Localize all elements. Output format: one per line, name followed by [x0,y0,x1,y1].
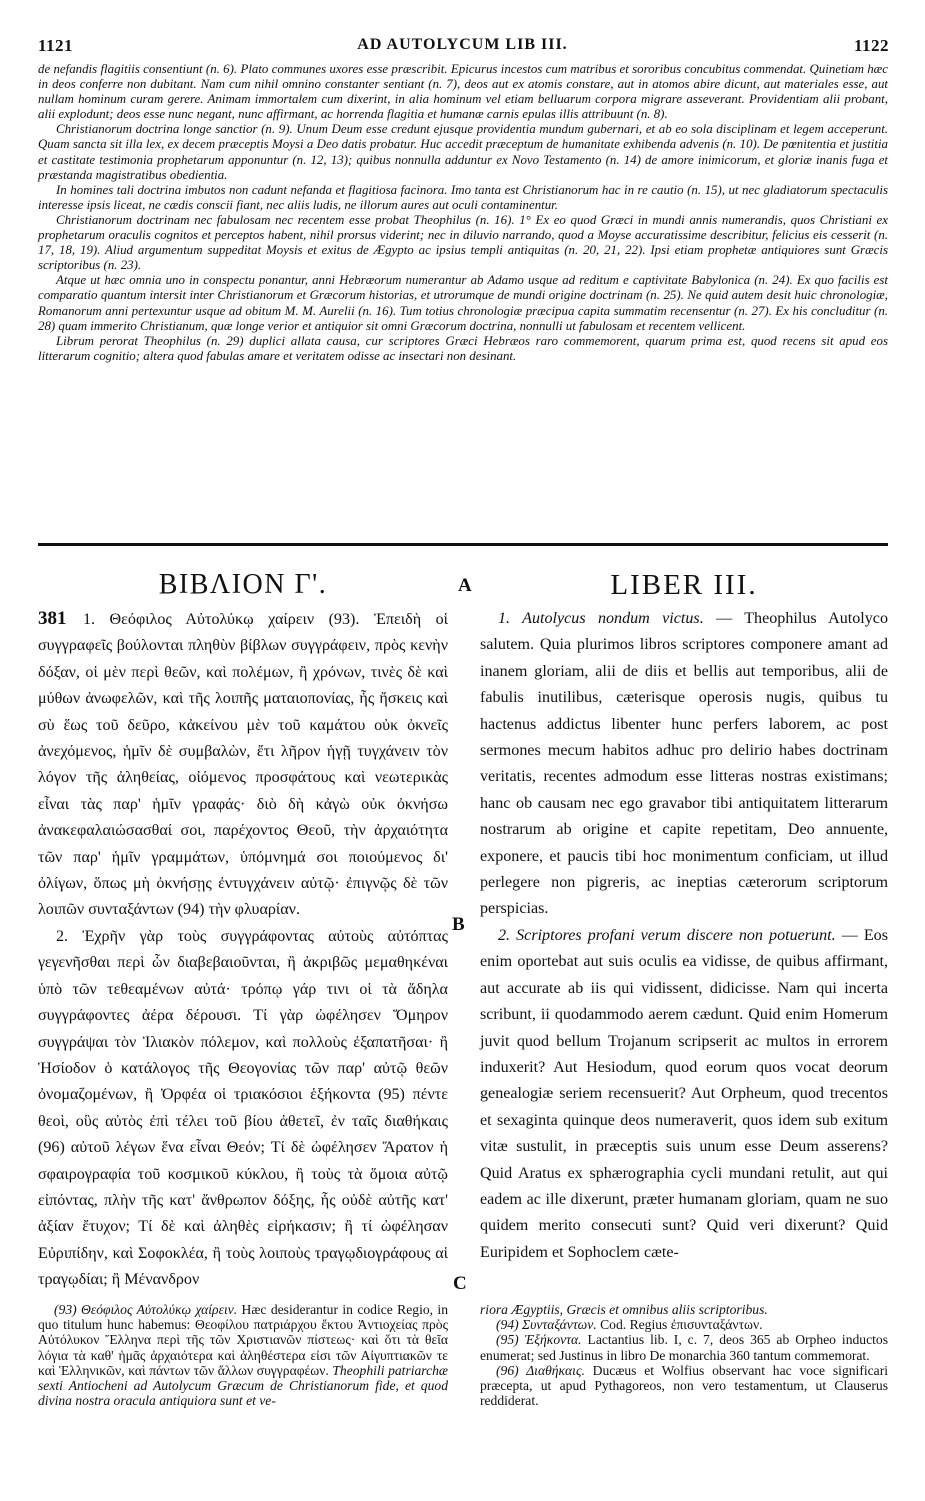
footnote-continuation: riora Ægyptiis, Græcis et omnibus aliis scriptoribus. [480,1302,768,1317]
footnote-label: (96) Διαθήκαις. [496,1362,585,1378]
greek-paragraph [38,606,448,924]
margin-letter-c: C [453,1273,467,1294]
left-page-number: 1121 [38,36,74,55]
summary-paragraph: Librum perorat Theophilus (n. 29) duplici allata causa, cur scriptores Græci Hebræos raro commemorent, quarum prima est, quod recens sit apud eos litterarum cognitio; altera quod fabulas amare et veritatem odisse ac insectari non desinant. [38,333,888,363]
footnote [480,1317,888,1332]
footnote-text: Cod. Regius ἐπισυνταξάντων. [596,1317,763,1333]
footnote [480,1332,888,1362]
argument-summary [38,62,888,364]
footnote-label: (94) Συνταξάντων. [496,1317,597,1333]
footnote-label: (93) Θεόφιλος Αὐτολύκῳ χαίρειν. [54,1302,238,1317]
footnote-text: Ducæus et Wolfius observant hac voce significari præcepta, ut apud Pythagoreos, non vero testamentum, ut Clauserus reddiderat. [480,1362,888,1409]
summary-paragraph: Atque ut hæc omnia uno in conspectu ponantur, anni Hebræorum numerantur ab Adamo usque ad reditum e captivitate Babylonica (n. 24). Ex quo facilis est comparatio quantum intersit inter Christianorum et Græcorum historias, et utrorumque de mundi origine doctrinam (n. 25). Ne quid autem desit huic chronologiæ, Romanorum anni pertexuntur usque ad obitum M. M. Aurelii (n. 16). Tum totius chronologiæ præcipua capita summatim recensentur (n. 27). Ex his concluditur (n. 28) quam immerito Christianum, quæ longe verior et antiquior sit omni Græcorum doctrina, nonnulli ut fabulosam et recentem vellicent. [38,273,888,333]
footnote-text: Hæc desiderantur in codice Regio, in quo titulum hunc habemus: Θεοφίλου πατριάρχου ἕκτου Ἀντιοχείας πρὸς Αὐτόλυκον Ἕλληνα περὶ τῆς τῶν Χριστιανῶν πίστεως· καὶ ὅτι τὰ θεῖα λόγια τὰ καθ' ἡμᾶς ἀρχαιότερα καὶ ἀληθέστερα εἰσι τῶν Αἰγυπτιακῶν τε καὶ Ἑλληνικῶν, καὶ πάντων τῶν ἄλλων συγγραφέων. [38,1302,449,1378]
margin-letter-a: A [458,575,472,596]
latin-paragraph-text: — Eos enim oportebat aut suis oculis ea vidisse, de quibus affirmant, aut accurate ab iis qui vidissent, didicisse. Nam qui incerta scribunt, ii quodammodo aerem cædunt. Quid enim Homerum juvit quod bellum Trojanum scripserit ac multos in errorem induxerit? Aut Hesiodum, quod eorum quos vocat deorum genealogiæ seriem recensuerit? Aut Orpheum, quod trecentos et sexaginta quinque deos numeraverit, quos idem sub exitum vitæ sustulit, in præceptis suis unum esse Deum asserens? Quid Aratus ex sphærographia cycli mundani retulit, aut qui eadem ac ille dixerunt, præter humanam gloriam, quam ne suo quidem merito consecuti sunt? Quid veri dixerunt? Quid Euripidem et Sophoclem cæte- [480,926,888,1261]
margin-letter-b: B [452,914,465,935]
greek-book-title: ΒΙΒΛΙΟΝ Γ'. [158,569,328,600]
column-page-number: 381 [38,608,67,629]
summary-paragraph: Christianorum doctrinam nec fabulosam nec recentem esse probat Theophilus (n. 16). 1° Ex eo quod Græci in mundi annis numerandis, quos Christiani ex prophetarum oraculis cognitos et perceptos habent, nihil prorsus viderint; nec in diluvio narrando, quod a Moyse accuratissime describitur, felicius eis cesserit (n. 17, 18, 19). Aliud argumentum suppeditat Moysis et exitus de Ægypto ac ipsius templi antiquitas (n. 20, 21, 22). Ipsi etiam prophetæ antiquiores sunt Græcis scriptoribus (n. 23). [38,212,888,273]
latin-paragraph [480,606,888,923]
summary-paragraph: In homines tali doctrina imbutos non cadunt nefanda et flagitiosa facinora. Imo tanta est Christianorum hac in re cautio (n. 15), ut nec gladiatorum spectaculis interesse ipsis liceat, ne cædis conscii fiant, nec aliis ludis, ne illorum aures aut oculi contaminentur. [38,182,888,212]
right-page-number: 1122 [853,36,889,55]
latin-paragraph-text: — Theophilus Autolyco salutem. Quia plurimos libros scriptores componere amant ad inanem gloriam, alii de diis et bellis aut temporibus, alii de fabulis inutilibus, cæterisque operosis nugis, quibus tu hactenus addictus libenter hunc perfers laborem, ac post sermones mecum habitos adhuc pro delirio habes doctrinam veritatis, recentes admodum esse litteras nostras existimans; hanc ob causam nec ego gravabor tibi antiquitatem litterarum nostrarum ab origine et capite repetitam, Deo annuente, exponere, et paucis tibi hoc monimentum conficiam, ut illud perlegere non pigreris, ac ineptias cæterorum scriptorum perspicias. [480,610,888,918]
footnotes-left [38,1302,448,1408]
footnote-text: Lactantius lib. I, c. 7, deos 365 ab Orpheo inductos enumerat; sed Justinus in libro De monarchia 360 tantum commemorat. [480,1332,888,1363]
latin-book-title: LIBER III. [610,569,758,601]
summary-paragraph: de nefandis flagitiis consentiunt (n. 6). Plato communes uxores esse præscribit. Epicurus incestos cum matribus et sororibus concubitus commendat. Quinetiam hæc in deos conferre non dubitant. Nam cum nihil omnino constanter sentiant (n. 7), deos aut ex atomis constare, aut in atomos abire dicunt, aut materiales esse, aut nullam hominum curam gerere. Animam immortalem cum dixerint, in alia hominum vel etiam belluarum corpora migrare asseverant. Providentiam alii probant, alii explodunt; deos esse nunc negant, nunc affirmant, ac horrenda flagitia et humanæ carnis epulas illis attribuunt (n. 8). [38,62,888,122]
section-divider [38,543,888,546]
greek-paragraph: 2. Ἐχρῆν γὰρ τοὺς συγγράφοντας αὐτοὺς αὐτόπτας γεγενῆσθαι περὶ ὧν διαβεβαιοῦνται, ἢ ἀκριβῶς μεμαθηκέναι ὑπὸ τῶν τεθεαμένων αὐτά· τρόπῳ γάρ τινι οἱ τὰ ἄδηλα συγγράφοντες ἀέρα δέρουσι. Τί γὰρ ὠφέλησεν Ὅμηρον συγγράψαι τὸν Ἰλιακὸν πόλεμον, καὶ πολλοὺς ἐξαπατῆσαι· ἢ Ἡσίοδον ὁ κατάλογος τῆς Θεογονίας τῶν παρ' αὐτῷ θεῶν ὀνομαζομένων, ἢ Ὀρφέα οἱ τριακόσιοι ἑξήκοντα (95) πέντε θεοὶ, οὓς αὐτὸς ἐπὶ τέλει τοῦ βίου ἀθετεῖ, ἐν ταῖς διαθήκαις (96) αὐτοῦ λέγων ἕνα εἶναι Θεόν; Τί δὲ ὠφέλησεν Ἄρατον ἡ σφαιρογραφία τοῦ κοσμικοῦ κύκλου, ἢ τοὺς τὰ ὅμοια αὐτῷ εἰπόντας, πλὴν τῆς κατ' ἄνθρωπον δόξης, ἧς οὐδὲ αὐτῆς κατ' ἀξίαν ἔτυχον; Τί δὲ καὶ ἀληθὲς εἰρήκασιν; ἢ τί ὠφέλησαν Εὐριπίδην, καὶ Σοφοκλέα, ἢ τοὺς λοιποὺς τραγῳδιογράφους αἱ τραγῳδίαι; ἢ Μένανδρον [38,927,448,1289]
footnote-tail: Theophili patriarchæ sexti Antiocheni ad Autolycum Græcum de Christianorum fide, et quod divina nostra oracula antiquiora sunt et ve- [38,1362,448,1409]
footnote [38,1302,448,1408]
latin-paragraph-heading: 1. Autolycus nondum victus. [498,610,704,627]
footnotes-right [480,1302,888,1408]
latin-paragraph-heading: 2. Scriptores profani verum discere non potuerunt. [498,926,836,944]
summary-paragraph: Christianorum doctrina longe sanctior (n. 9). Unum Deum esse credunt ejusque providentia mundum gubernari, et ab eo sola disciplinam et legem acceperunt. Quam sancta sit illa lex, ex decem præceptis Moysi a Deo datis probatur. Huc accedit præceptum de humanitate exhibenda advenis (n. 10). De pœnitentia et justitia et castitate testimonia prophetarum apponuntur (n. 12, 13); quibus nonnulla adduntur ex Novo Testamento (n. 14) de amore inimicorum, et gloriæ inanis fuga et præstanda magistratibus obedientia. [38,122,888,182]
latin-paragraph [480,923,888,1266]
running-title: AD AUTOLYCUM LIB III. [357,36,568,53]
greek-column [38,568,448,1294]
greek-paragraph-text: 1. Θεόφιλος Αὐτολύκῳ χαίρειν (93). Ἐπειδὴ οἱ συγγραφεῖς βούλονται πληθὺν βίβλων συγγράφειν, πρὸς κενὴν δόξαν, οἱ μὲν περὶ θεῶν, καὶ πολέμων, ἢ χρόνων, τινὲς δὲ καὶ μύθων ἀνωφελῶν, καὶ τῆς λοιπῆς ματαιοπονίας, ἧς ἤσκεις καὶ σὺ ἕως τοῦ δεῦρο, κἀκείνου μὲν τοῦ καμάτου οὐκ ὀκνεῖς ἀνεχόμενος, ἡμῖν δὲ συμβαλὼν, ἔτι λῆρον ἡγῇ τυγχάνειν τὸν λόγον τῆς ἀληθείας, οἰόμενος προσφάτους καὶ νεωτερικὰς εἶναι τὰς παρ' ἡμῖν γραφάς· διὸ δὴ κἀγὼ οὐκ ὀκνήσω ἀνακεφαλαιώσασθαί σοι, παρέχοντος Θεοῦ, τὴν ἀρχαιότητα τῶν παρ' ἡμῖν γραμμάτων, ὑπόμνημά σοι ποιούμενος δι' ὀλίγων, ὅπως μὴ ὀκνήσῃς ἐντυγχάνειν αὐτῷ· ἐπιγνῷς δὲ τῶν λοιπῶν συνταξάντων (94) τὴν φλυαρίαν. [38,611,448,919]
footnote-label: (95) Ἑξήκοντα. [496,1332,582,1348]
greek-body [38,606,448,1294]
latin-column [480,568,888,1266]
footnote [480,1363,888,1409]
latin-body [480,606,888,1266]
